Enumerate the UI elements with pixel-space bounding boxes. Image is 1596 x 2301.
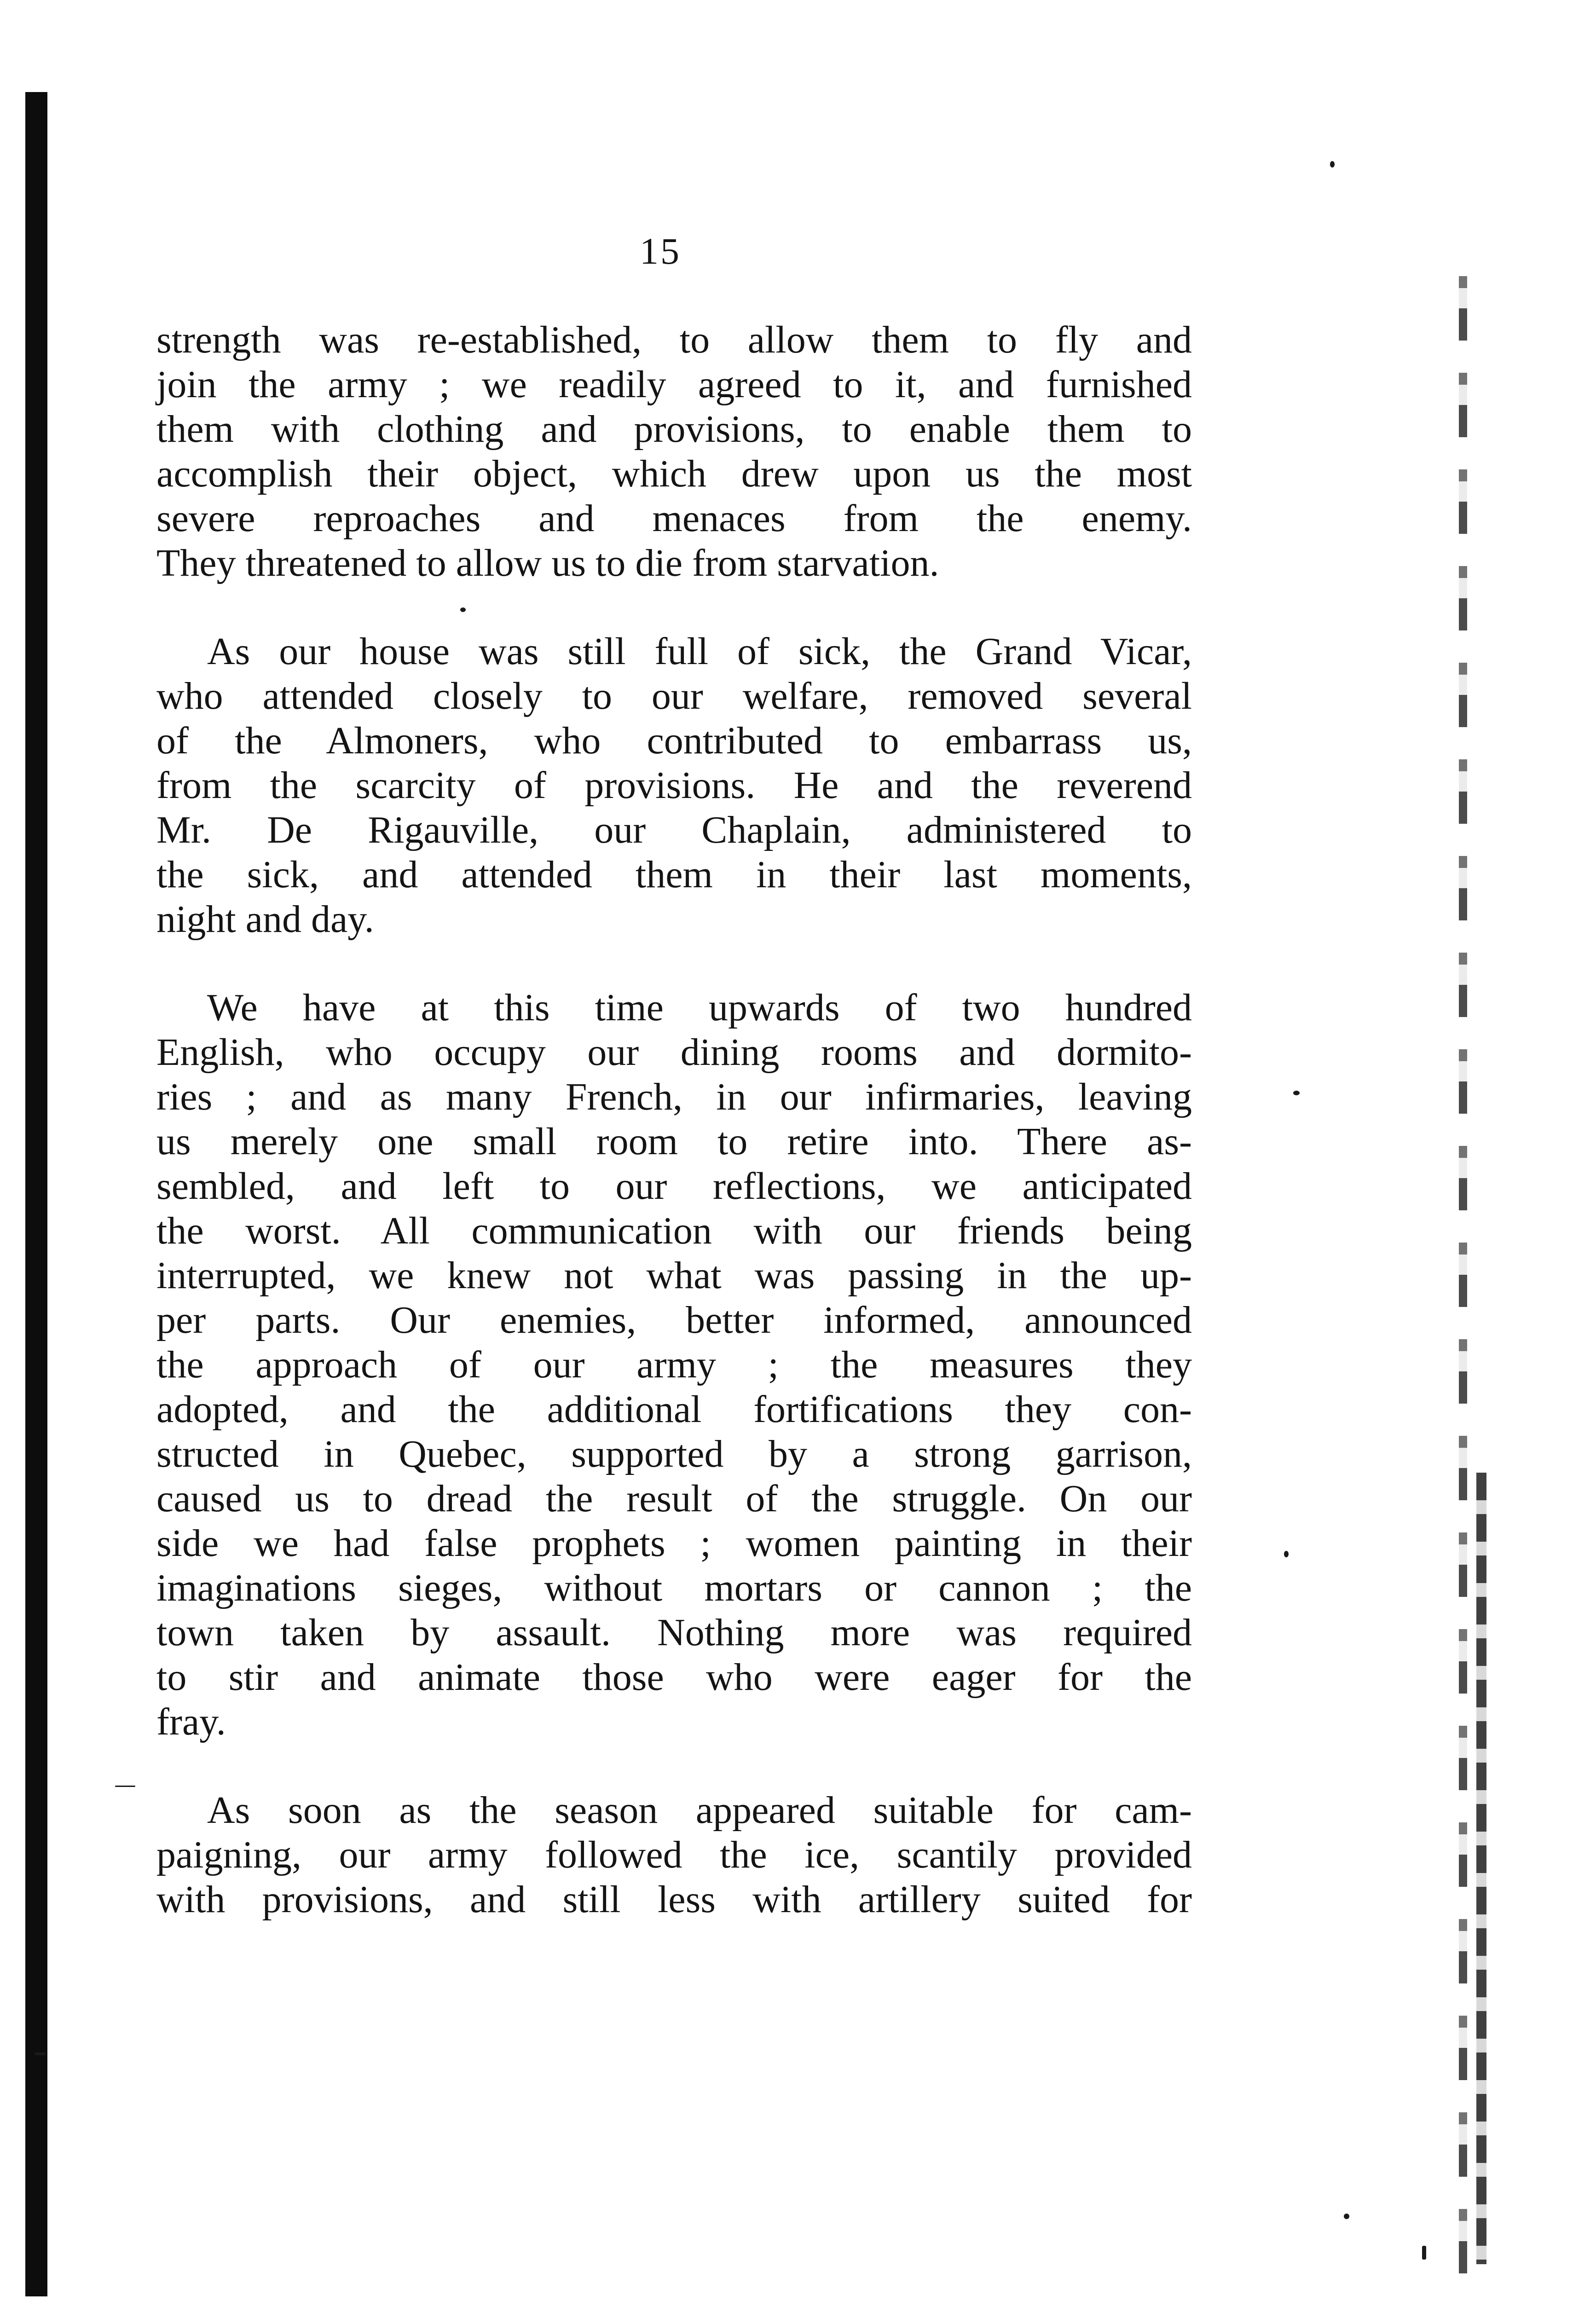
text-line: structed in Quebec, supported by a strong garrison, xyxy=(156,1433,1192,1475)
text-line: As our house was still full of sick, the Grand Vicar, xyxy=(207,630,1192,673)
text-line: They threatened to allow us to die from starvation. xyxy=(156,542,939,584)
text-line: imaginations sieges, without mortars or cannon ; the xyxy=(156,1567,1192,1609)
text-line: from the scarcity of provisions. He and the reverend xyxy=(156,764,1192,807)
ink-speck xyxy=(1284,1551,1289,1557)
text-line: adopted, and the additional fortifications they con- xyxy=(156,1388,1192,1431)
text-line: join the army ; we readily agreed to it, and furnished xyxy=(156,363,1192,406)
text-line: As soon as the season appeared suitable for cam- xyxy=(207,1789,1192,1832)
ink-speck xyxy=(1344,2214,1349,2219)
text-line: us merely one small room to retire into. There as- xyxy=(156,1120,1192,1163)
ink-speck xyxy=(1422,2246,1426,2260)
text-line: the sick, and attended them in their last moments, xyxy=(156,853,1192,896)
text-line: accomplish their object, which drew upon us the most xyxy=(156,452,1192,495)
page-number: 15 xyxy=(640,230,681,272)
text-line: interrupted, we knew not what was passing in the up- xyxy=(156,1254,1192,1297)
ink-speck xyxy=(35,2052,46,2055)
text-line: to stir and animate those who were eager for the xyxy=(156,1656,1192,1699)
paragraph xyxy=(156,1788,1192,1922)
ink-speck xyxy=(1330,161,1335,168)
text-line: per parts. Our enemies, better informed, announced xyxy=(156,1299,1192,1341)
text-line: side we had false prophets ; women painting in their xyxy=(156,1522,1192,1565)
binding-shadow xyxy=(25,92,47,2296)
text-line: the worst. All communication with our friends being xyxy=(156,1209,1192,1252)
paragraph-gap xyxy=(156,585,1192,629)
text-line: them with clothing and provisions, to enable them to xyxy=(156,408,1192,451)
text-line: the approach of our army ; the measures they xyxy=(156,1343,1192,1386)
text-line: ries ; and as many French, in our infirmaries, leaving xyxy=(156,1075,1192,1118)
text-line: Mr. De Rigauville, our Chaplain, administered to xyxy=(156,809,1192,851)
right-edge-bleed-lower xyxy=(1476,1473,1486,2264)
body-text xyxy=(156,318,1192,1922)
text-line: severe reproaches and menaces from the enemy. xyxy=(156,497,1192,540)
paragraph xyxy=(156,985,1192,1744)
ink-speck xyxy=(115,1786,135,1787)
text-line: night and day. xyxy=(156,898,374,941)
text-line: town taken by assault. Nothing more was required xyxy=(156,1611,1192,1654)
text-line: of the Almoners, who contributed to embarrass us, xyxy=(156,719,1192,762)
right-edge-bleed xyxy=(1459,276,1467,2273)
text-line: caused us to dread the result of the struggle. On our xyxy=(156,1477,1192,1520)
paragraph xyxy=(156,318,1192,585)
text-line: English, who occupy our dining rooms and dormito- xyxy=(156,1031,1192,1074)
ink-speck xyxy=(1293,1091,1300,1095)
text-line: sembled, and left to our reflections, we anticipated xyxy=(156,1165,1192,1208)
text-line: fray. xyxy=(156,1700,226,1743)
paragraph-gap xyxy=(156,1744,1192,1788)
text-line: paigning, our army followed the ice, scantily provided xyxy=(156,1833,1192,1876)
text-line: strength was re-established, to allow them to fly and xyxy=(156,318,1192,361)
paragraph-gap xyxy=(156,942,1192,985)
text-line: who attended closely to our welfare, removed several xyxy=(156,675,1192,717)
text-line: We have at this time upwards of two hundred xyxy=(207,986,1192,1029)
paragraph xyxy=(156,629,1192,942)
text-line: with provisions, and still less with artillery suited for xyxy=(156,1878,1192,1921)
